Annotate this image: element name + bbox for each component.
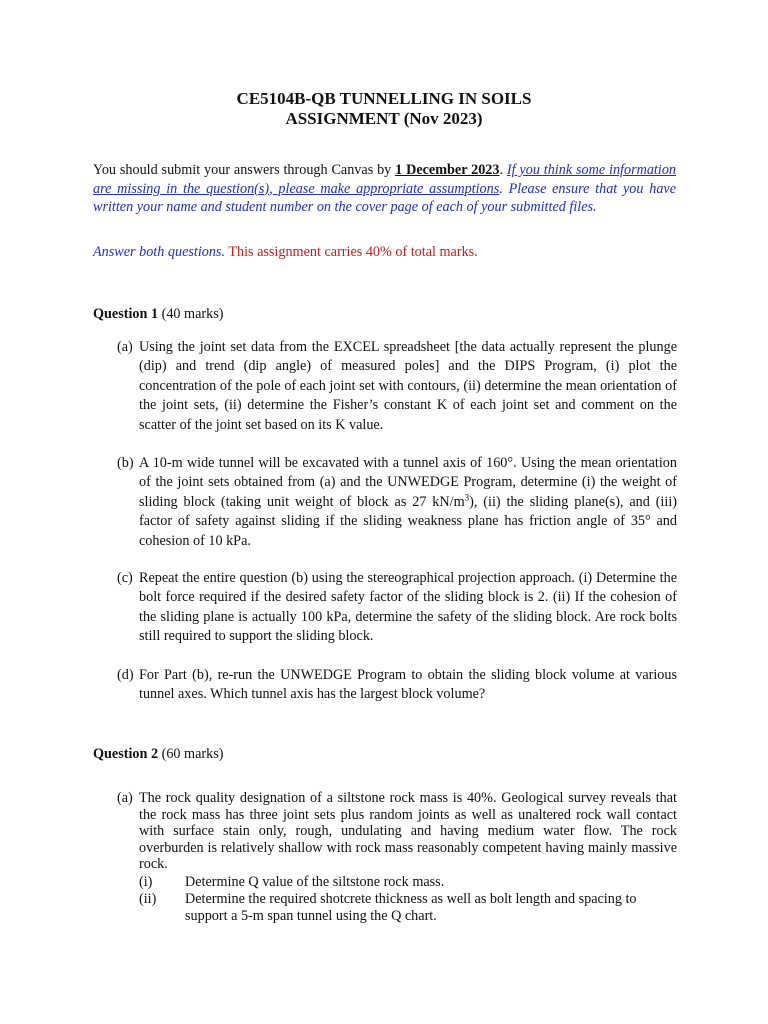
question-1-marks: (40 marks) — [158, 306, 224, 322]
question-1-heading — [93, 305, 223, 323]
answer-both-text: Answer both questions. — [93, 244, 226, 260]
marks-weight-text: This assignment carries 40% of total marks. — [225, 244, 478, 260]
question-1d — [117, 666, 677, 705]
question-2-heading — [93, 745, 223, 763]
question-2-label: Question 2 — [93, 746, 159, 762]
question-2a-label: (a) — [117, 790, 133, 806]
question-2a-ii-label: (ii) — [139, 891, 157, 907]
assignment-title: ASSIGNMENT (Nov 2023) — [285, 109, 483, 128]
question-1b-label: (b) — [117, 455, 134, 471]
question-1c-text: Repeat the entire question (b) using the stereographical projection approach. (i) Determine the bolt force required if the desired safety factor of the sliding block is 2. (ii) If the cohesion of the sliding plane is actually 100 kPa, determine the safety of the sliding block. Are rock bolts still required to support the sliding block. — [139, 570, 677, 645]
question-1b-text-part1: A 10-m wide tunnel will be excavated with a tunnel axis of 160°. Using the mean orientation of the joint sets obtained from (a) and the UNWEDGE Program, determine (i) the weight of sliding block (taking unit weight of block as 27 kN/m — [139, 455, 677, 510]
question-1b-text-part2: ), (ii) the sliding plane(s), and (iii) factor of safety against sliding if the sliding weakness plane has friction angle of 35° and cohesion of 10 kPa. — [139, 493, 677, 549]
submission-instructions — [93, 161, 676, 217]
question-2a-ii — [139, 891, 679, 924]
question-1-label: Question 1 — [93, 306, 159, 322]
question-2a-i — [139, 874, 679, 891]
question-1a — [117, 338, 677, 435]
question-2a-i-label: (i) — [139, 874, 153, 890]
intro-dot: . — [499, 162, 504, 178]
intro-text: You should submit your answers through Canvas by — [93, 162, 396, 178]
deadline-date: 1 December 2023 — [395, 162, 500, 178]
question-1b — [117, 454, 677, 551]
name-number-note: . Please ensure that you have written your name and student number on the cover page of each of your submitted files. — [93, 180, 677, 215]
question-2a-i-text: Determine Q value of the siltstone rock mass. — [185, 874, 445, 890]
question-1c-label: (c) — [117, 570, 133, 586]
question-1d-text: For Part (b), re-run the UNWEDGE Program to obtain the sliding block volume at various tunnel axes. Which tunnel axis has the largest block volume? — [139, 667, 677, 703]
question-1a-text: Using the joint set data from the EXCEL spreadsheet [the data actually represent the plunge (dip) and trend (dip angle) of measured poles] and the DIPS Program, (i) plot the concentration of the pole of each joint set with contours, (ii) determine the mean orientation of the joint sets, (ii) determine the Fisher’s constant K of each joint set and comment on the scatter of the joint set based on its K value. — [139, 339, 677, 433]
assumptions-note: If you think some information are missing in the question(s), please make appropriate assumptions — [93, 162, 677, 197]
question-2-marks: (60 marks) — [158, 746, 224, 762]
course-title: CE5104B-QB TUNNELLING IN SOILS — [236, 89, 532, 108]
answer-instruction — [93, 243, 676, 262]
question-2a — [117, 790, 677, 873]
question-1a-label: (a) — [117, 339, 133, 355]
question-2a-text: The rock quality designation of a siltstone rock mass is 40%. Geological survey reveals that the rock mass has three joint sets plus random joints as well as unaltered rock wall contact with surface stain only, rough, undulating and having medium water flow. The rock overburden is relatively shallow with rock mass reasonably competent having mainly massive rock. — [139, 790, 677, 873]
question-2a-ii-text: Determine the required shotcrete thickness as well as bolt length and spacing to support a 5-m span tunnel using the Q chart. — [185, 891, 637, 924]
question-1d-label: (d) — [117, 667, 134, 683]
question-1c — [117, 569, 677, 647]
question-1b-text — [139, 454, 677, 551]
cubic-superscript: 3 — [464, 492, 470, 503]
